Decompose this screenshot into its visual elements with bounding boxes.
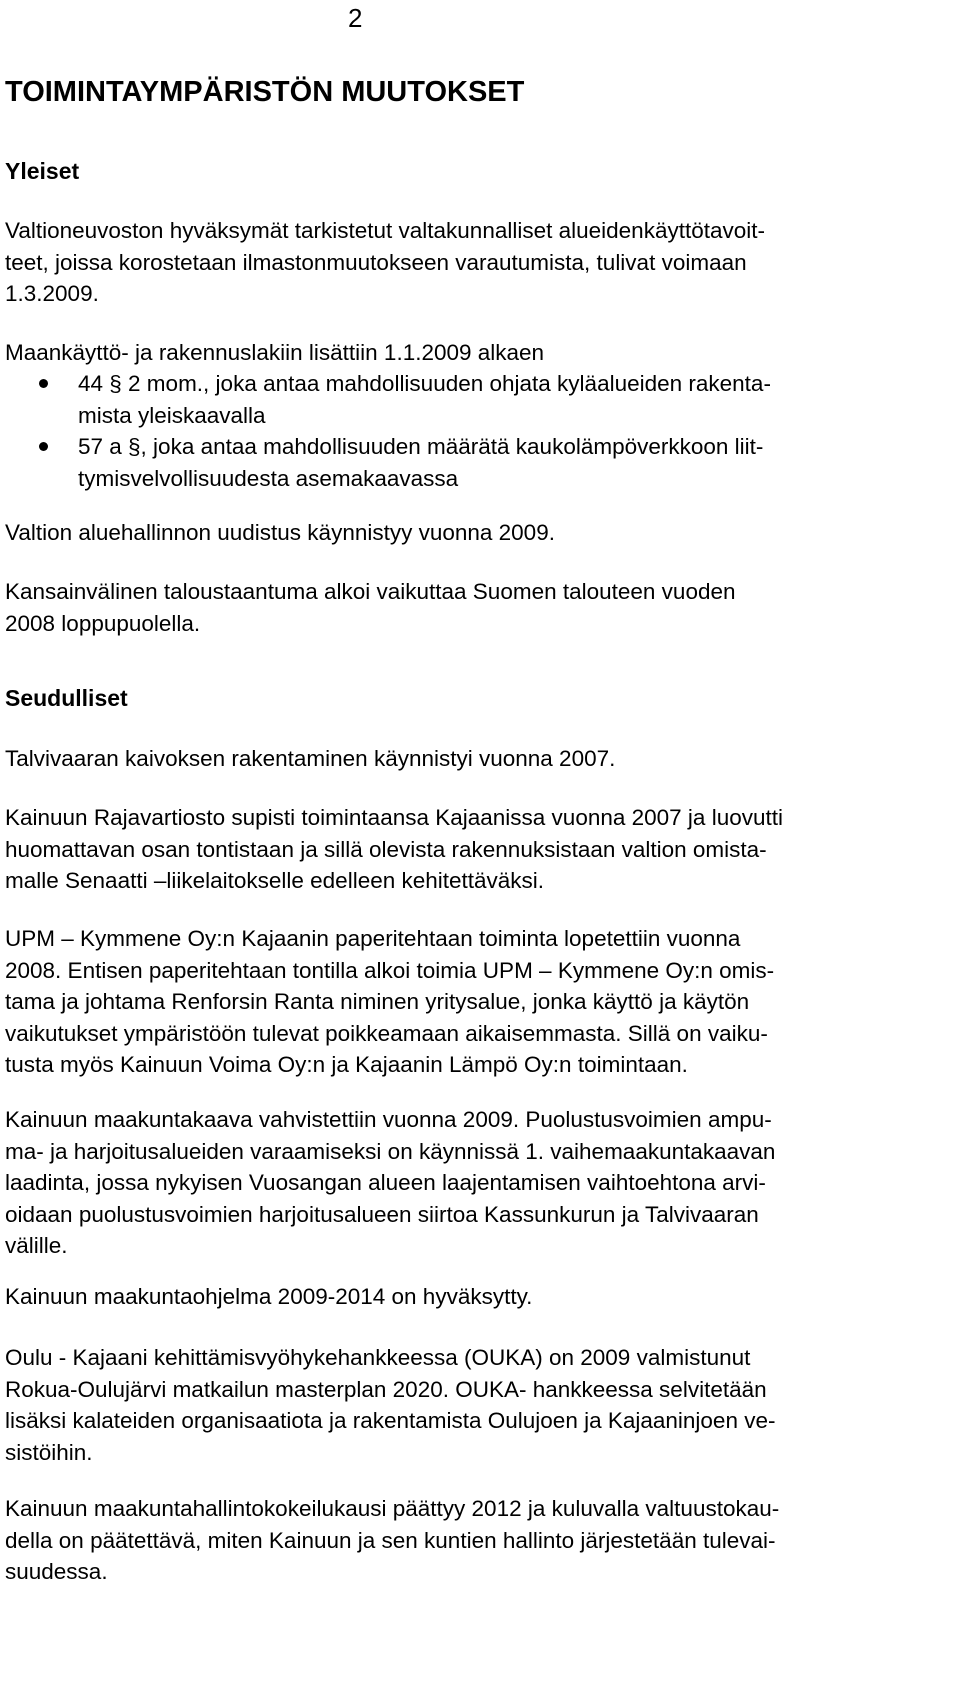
text-line: tusta myös Kainuun Voima Oy:n ja Kajaanin Lämpö Oy:n toimintaan. [5, 1052, 688, 1077]
list-item [5, 431, 885, 494]
page-number: 2 [348, 3, 363, 33]
paragraph-regional-plan [5, 1104, 885, 1262]
text-line: Valtioneuvoston hyväksymät tarkistetut valtakunnalliset alueidenkäyttötavoit- [5, 218, 765, 243]
text-line: vaikutukset ympäristöön tulevat poikkeamaan aikaisemmasta. Sillä on vaiku- [5, 1020, 768, 1046]
text-line: lisäksi kalateiden organisaatiota ja rakentamista Oulujoen ja Kajaaninjoen ve- [5, 1408, 776, 1433]
text-line: 57 a §, joka antaa mahdollisuuden määrätä kaukolämpöverkkoon liit- [78, 434, 764, 459]
text-line: Kainuun maakuntahallintokokeilukausi päättyy 2012 ja kuluvalla valtuustokau- [5, 1496, 780, 1521]
text-line: huomattavan osan tontistaan ja sillä olevista rakennuksistaan valtion omista- [5, 836, 767, 862]
page-title: TOIMINTAYMPÄRISTÖN MUUTOKSET [5, 76, 525, 108]
text-line: suudessa. [5, 1559, 108, 1584]
text-line: Maankäyttö- ja rakennuslakiin lisättiin 1.1.2009 alkaen [5, 340, 545, 365]
bullet-icon [39, 379, 48, 388]
text-line: UPM – Kymmene Oy:n Kajaanin paperitehtaan toiminta lopetettiin vuonna [5, 926, 741, 951]
text-line: Kansainvälinen taloustaantuma alkoi vaikuttaa Suomen talouteen vuoden [5, 579, 736, 604]
text-line: 2008 loppupuolella. [5, 610, 201, 636]
text-line: ma- ja harjoitusalueiden varaamiseksi on käynnissä 1. vaihemaakuntakaavan [5, 1138, 776, 1164]
text-line: välille. [5, 1233, 68, 1258]
text-line: malle Senaatti –liikelaitokselle edelleen kehitettäväksi. [5, 868, 545, 893]
text-line: Valtion aluehallinnon uudistus käynnistyy vuonna 2009. [5, 520, 555, 545]
text-line: teet, joissa korostetaan ilmastonmuutokseen varautumista, tulivat voimaan [5, 249, 747, 275]
bullet-list [5, 368, 885, 494]
text-line: Talvivaaran kaivoksen rakentaminen käynnistyi vuonna 2007. [5, 746, 616, 771]
text-line: 1.3.2009. [5, 281, 99, 306]
paragraph-regional-admin [5, 517, 885, 549]
paragraph-administration-trial [5, 1493, 885, 1588]
paragraph-talvivaara [5, 743, 885, 775]
text-line: Kainuun maakuntakaava vahvistettiin vuonna 2009. Puolustusvoimien ampu- [5, 1107, 772, 1132]
text-line: oidaan puolustusvoimien harjoitusalueen siirtoa Kassunkurun ja Talvivaaran [5, 1201, 759, 1227]
section-heading-general: Yleiset [5, 158, 80, 184]
text-line: della on päätettävä, miten Kainuun ja sen kuntien hallinto järjestetään tulevai- [5, 1527, 776, 1553]
text-line: Rokua-Oulujärvi matkailun masterplan 2020. OUKA- hankkeessa selvitetään [5, 1376, 767, 1402]
text-line: tymisvelvollisuudesta asemakaavassa [78, 465, 459, 491]
paragraph-recession [5, 576, 885, 639]
paragraph-guidelines [5, 215, 885, 310]
text-line: Kainuun Rajavartiosto supisti toimintaansa Kajaanissa vuonna 2007 ja luovutti [5, 805, 783, 830]
text-line: Oulu - Kajaani kehittämisvyöhykehankkeessa (OUKA) on 2009 valmistunut [5, 1345, 751, 1370]
text-line: 2008. Entisen paperitehtaan tontilla alkoi toimia UPM – Kymmene Oy:n omis- [5, 957, 775, 983]
paragraph-regional-program [5, 1281, 885, 1313]
section-heading-regional: Seudulliset [5, 685, 128, 711]
text-line: sistöihin. [5, 1439, 93, 1465]
paragraph-land-use-act [5, 337, 885, 369]
paragraph-upm [5, 923, 885, 1081]
text-line: tama ja johtama Renforsin Ranta niminen yritysalue, jonka käyttö ja käytön [5, 989, 750, 1014]
text-line: Kainuun maakuntaohjelma 2009-2014 on hyväksytty. [5, 1284, 533, 1309]
paragraph-border-guard [5, 802, 885, 897]
paragraph-ouka [5, 1342, 885, 1468]
bullet-icon [39, 442, 48, 451]
list-item [5, 368, 885, 431]
text-line: laadinta, jossa nykyisen Vuosangan alueen laajentamisen vaihtoehtona arvi- [5, 1170, 766, 1195]
text-line: 44 § 2 mom., joka antaa mahdollisuuden ohjata kyläalueiden rakenta- [78, 371, 771, 396]
text-line: mista yleiskaavalla [78, 402, 266, 428]
